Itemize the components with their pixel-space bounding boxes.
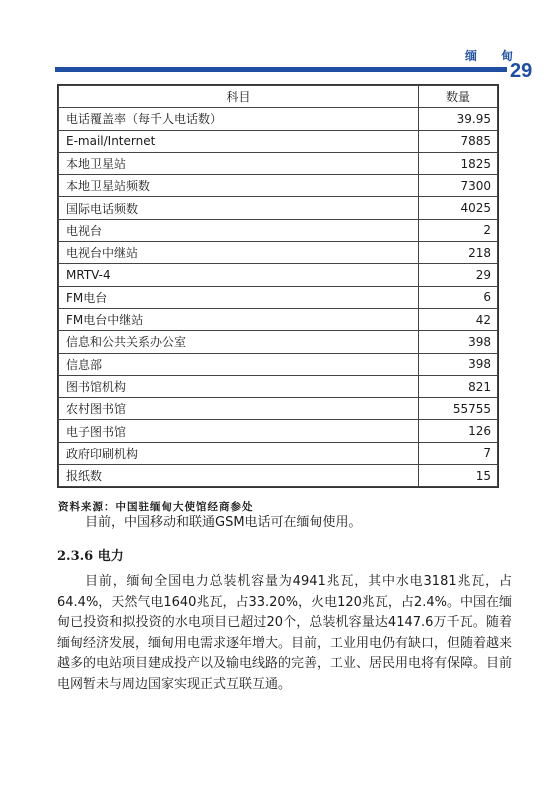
table-row <box>59 242 498 264</box>
paragraph-electricity: 目前，缅甸全国电力总装机容量为4941兆瓦，其中水电3181兆瓦，占64.4%，天然气电1640兆瓦，占33.20%，火电120兆瓦，占2.4%。中国在缅甸已投资和拟投资的水电项目已超过20个，总装机容量达4147.6万千瓦。随着缅甸经济发展，缅甸用电需求逐年增大。目前，工业用电仍有缺口，但随着越来越多的电站项目建成投产以及输电线路的完善，工业、居民用电将有保障。目前电网暂未与周边国家实现正式互联互通。 <box>57 574 513 692</box>
row-item-name: 报纸数 <box>59 465 419 487</box>
table-row <box>59 264 498 286</box>
section-heading: 2.3.6 电力 <box>57 549 124 564</box>
row-item-value: 821 <box>419 375 498 397</box>
table-row <box>59 353 498 375</box>
table-row <box>59 130 498 152</box>
table-row <box>59 219 498 241</box>
row-item-value: 398 <box>419 331 498 353</box>
table-row <box>59 420 498 442</box>
row-item-value: 6 <box>419 286 498 308</box>
row-item-value: 55755 <box>419 398 498 420</box>
row-item-name: 电话覆盖率（每千人电话数） <box>59 108 419 130</box>
table-body <box>59 108 498 487</box>
row-item-name: 电子图书馆 <box>59 420 419 442</box>
row-item-name: 农村图书馆 <box>59 398 419 420</box>
row-item-value: 39.95 <box>419 108 498 130</box>
page-number: 29 <box>510 60 533 82</box>
table-header-row <box>59 86 498 108</box>
row-item-name: E-mail/Internet <box>59 130 419 152</box>
table-row <box>59 442 498 464</box>
row-item-name: 本地卫星站频数 <box>59 175 419 197</box>
row-item-value: 7300 <box>419 175 498 197</box>
row-item-value: 7885 <box>419 130 498 152</box>
row-item-value: 2 <box>419 219 498 241</box>
row-item-name: MRTV-4 <box>59 264 419 286</box>
row-item-name: FM电台 <box>59 286 419 308</box>
table-row <box>59 286 498 308</box>
row-item-value: 1825 <box>419 152 498 174</box>
table-row <box>59 108 498 130</box>
row-item-value: 29 <box>419 264 498 286</box>
row-item-name: 信息部 <box>59 353 419 375</box>
row-item-name: 电视台中继站 <box>59 242 419 264</box>
row-item-name: 本地卫星站 <box>59 152 419 174</box>
table-row <box>59 152 498 174</box>
table-row <box>59 375 498 397</box>
table-row <box>59 308 498 330</box>
row-item-value: 4025 <box>419 197 498 219</box>
table-row <box>59 197 498 219</box>
table-row <box>59 175 498 197</box>
column-header-quantity: 数量 <box>419 86 498 108</box>
header-rule <box>55 67 507 72</box>
row-item-name: 政府印刷机构 <box>59 442 419 464</box>
column-header-item: 科目 <box>59 86 419 108</box>
row-item-name: 信息和公共关系办公室 <box>59 331 419 353</box>
data-table <box>57 84 499 488</box>
row-item-value: 42 <box>419 308 498 330</box>
row-item-name: 电视台 <box>59 219 419 241</box>
row-item-value: 218 <box>419 242 498 264</box>
running-header-title: 缅 甸 <box>465 49 524 63</box>
paragraph-gsm: 目前，中国移动和联通GSM电话可在缅甸使用。 <box>85 515 362 530</box>
row-item-name: 图书馆机构 <box>59 375 419 397</box>
row-item-name: FM电台中继站 <box>59 308 419 330</box>
table-row <box>59 398 498 420</box>
source-note: 资料来源：中国驻缅甸大使馆经商参处 <box>58 501 254 513</box>
row-item-value: 398 <box>419 353 498 375</box>
row-item-value: 126 <box>419 420 498 442</box>
table-row <box>59 331 498 353</box>
table-row <box>59 465 498 487</box>
row-item-value: 7 <box>419 442 498 464</box>
row-item-name: 国际电话频数 <box>59 197 419 219</box>
row-item-value: 15 <box>419 465 498 487</box>
